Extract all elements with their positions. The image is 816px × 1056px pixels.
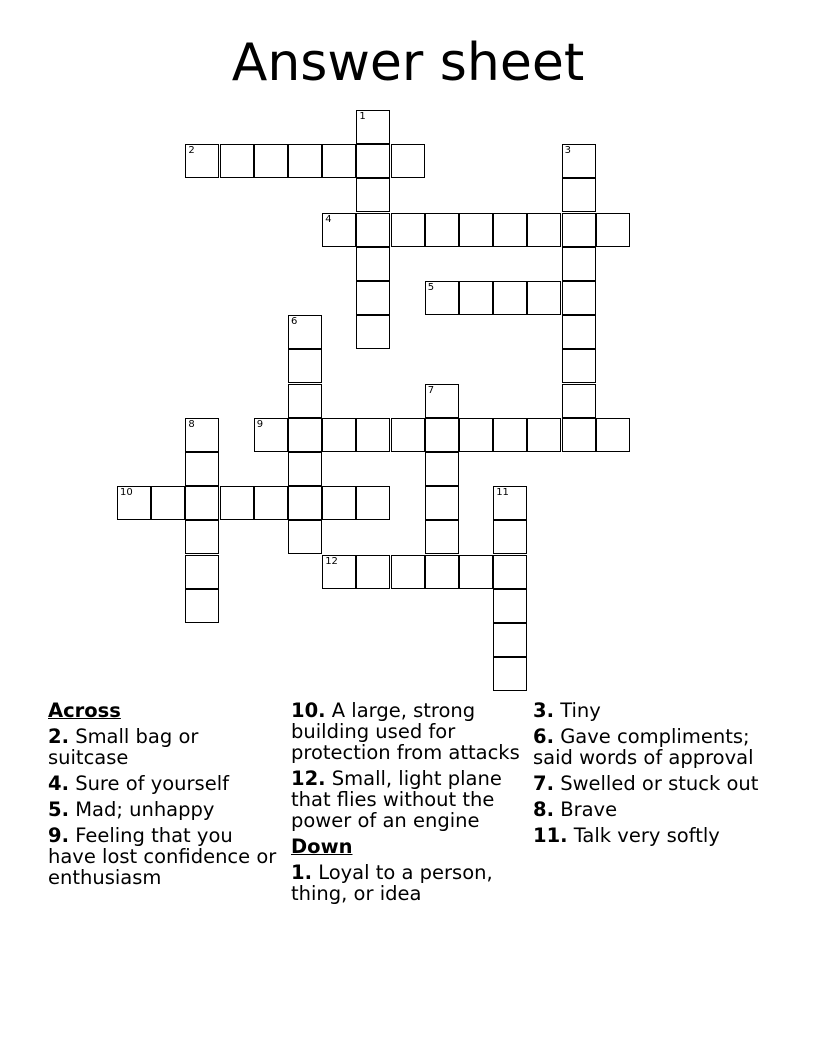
clue-number: 9. [48, 824, 69, 847]
grid-cell [185, 144, 219, 178]
clue-text: Brave [560, 798, 618, 821]
grid-cell [527, 418, 561, 452]
page-title: Answer sheet [231, 33, 585, 93]
grid-cell [596, 213, 630, 247]
grid-cell [425, 213, 459, 247]
clue-number: 5. [48, 798, 69, 821]
grid-cell [356, 110, 390, 144]
grid-cell [562, 349, 596, 383]
clue-number-label: 3 [564, 145, 571, 157]
clue-across-12 [291, 768, 527, 831]
clue-across-5 [48, 799, 284, 820]
grid-cell [493, 623, 527, 657]
grid-cell [220, 144, 254, 178]
grid-cell [322, 486, 356, 520]
grid-cell [493, 281, 527, 315]
grid-cell [322, 555, 356, 589]
clue-text: Small bag or suitcase [48, 725, 199, 769]
clues-column-1 [48, 700, 284, 893]
clue-number-label: 9 [256, 418, 264, 430]
grid-cell [493, 555, 527, 589]
clue-number: 7. [533, 772, 554, 795]
clue-number: 10. [291, 699, 326, 722]
clue-number: 2. [48, 725, 69, 748]
grid-cell [185, 555, 219, 589]
clue-across-9 [48, 825, 284, 888]
grid-cell [425, 452, 459, 486]
grid-cell [459, 213, 493, 247]
grid-cell [185, 418, 219, 452]
grid-cell [288, 418, 322, 452]
grid-cell [493, 520, 527, 554]
grid-cell [322, 418, 356, 452]
clues-column-3 [533, 700, 769, 851]
grid-cell [322, 144, 356, 178]
clue-number: 11. [533, 824, 568, 847]
clue-number: 8. [533, 798, 554, 821]
clue-down-1 [291, 862, 527, 904]
clue-text: Gave compliments; said words of approval [533, 725, 754, 769]
clue-number: 4. [48, 772, 69, 795]
grid-cell [527, 281, 561, 315]
grid-cell [493, 418, 527, 452]
grid-cell [356, 178, 390, 212]
grid-cell [562, 247, 596, 281]
clue-number: 1. [291, 861, 312, 884]
grid-cell [425, 555, 459, 589]
down-heading: Down [291, 835, 353, 858]
grid-cell [185, 520, 219, 554]
clue-across-10 [291, 700, 527, 763]
grid-cell [425, 520, 459, 554]
grid-cell [391, 555, 425, 589]
clue-text: Feeling that you have lost confidence or enthusiasm [48, 824, 277, 889]
across-heading: Across [48, 699, 121, 722]
grid-cell [185, 589, 219, 623]
grid-cell [356, 486, 390, 520]
clue-text: Mad; unhappy [75, 798, 215, 821]
grid-cell [562, 384, 596, 418]
grid-cell [356, 555, 390, 589]
clue-number-label: 12 [325, 555, 338, 567]
grid-cell [391, 213, 425, 247]
clue-text: A large, strong building used for protection from attacks [291, 699, 520, 764]
clue-text: Swelled or stuck out [560, 772, 759, 795]
grid-cell [288, 384, 322, 418]
grid-cell [425, 418, 459, 452]
clue-text: Tiny [560, 699, 601, 722]
grid-cell [288, 315, 322, 349]
clue-down-11 [533, 825, 769, 846]
grid-cell [254, 144, 288, 178]
clue-across-4 [48, 773, 284, 794]
clue-across-2 [48, 726, 284, 768]
grid-cell [356, 247, 390, 281]
clue-text: Talk very softly [573, 824, 720, 847]
clue-number-label: 11 [496, 487, 509, 499]
clue-down-3 [533, 700, 769, 721]
grid-cell [425, 486, 459, 520]
clue-number-label: 10 [120, 487, 133, 499]
grid-cell [425, 384, 459, 418]
grid-cell [356, 281, 390, 315]
grid-cell [151, 486, 185, 520]
clue-number: 6. [533, 725, 554, 748]
grid-cell [391, 418, 425, 452]
clue-number-label: 4 [325, 213, 332, 225]
grid-cell [493, 486, 527, 520]
clue-number-label: 5 [427, 282, 435, 293]
clue-number-label: 6 [291, 316, 298, 328]
clue-down-6 [533, 726, 769, 768]
clue-number-label: 1 [359, 111, 366, 122]
grid-cell [391, 144, 425, 178]
grid-cell [425, 281, 459, 315]
grid-cell [459, 418, 493, 452]
grid-cell [459, 281, 493, 315]
grid-cell [356, 144, 390, 178]
clue-down-8 [533, 799, 769, 820]
grid-cell [288, 452, 322, 486]
grid-cell [288, 349, 322, 383]
grid-cell [185, 486, 219, 520]
grid-cell [562, 213, 596, 247]
grid-cell [185, 452, 219, 486]
grid-cell [254, 486, 288, 520]
clue-number-label: 8 [188, 418, 195, 430]
grid-cell [220, 486, 254, 520]
grid-cell [562, 178, 596, 212]
grid-cell [493, 657, 527, 691]
clue-number: 12. [291, 767, 326, 790]
grid-cell [356, 213, 390, 247]
grid-cell [562, 281, 596, 315]
clue-text: Small, light plane that flies without the power of an engine [291, 767, 502, 832]
grid-cell [493, 213, 527, 247]
grid-cell [562, 144, 596, 178]
grid-cell [356, 418, 390, 452]
grid-cell [117, 486, 151, 520]
clue-text: Sure of yourself [75, 772, 229, 795]
grid-cell [562, 418, 596, 452]
grid-cell [493, 589, 527, 623]
clue-down-7 [533, 773, 769, 794]
grid-cell [322, 213, 356, 247]
clues-column-2 [291, 700, 527, 909]
grid-cell [459, 555, 493, 589]
grid-cell [596, 418, 630, 452]
clue-number-label: 7 [427, 384, 435, 396]
clue-number: 3. [533, 699, 554, 722]
grid-cell [288, 486, 322, 520]
grid-cell [288, 520, 322, 554]
grid-cell [527, 213, 561, 247]
grid-cell [288, 144, 322, 178]
grid-cell [562, 315, 596, 349]
grid-cell [254, 418, 288, 452]
clue-number-label: 2 [188, 145, 195, 157]
grid-cell [356, 315, 390, 349]
clue-text: Loyal to a person, thing, or idea [291, 861, 493, 905]
